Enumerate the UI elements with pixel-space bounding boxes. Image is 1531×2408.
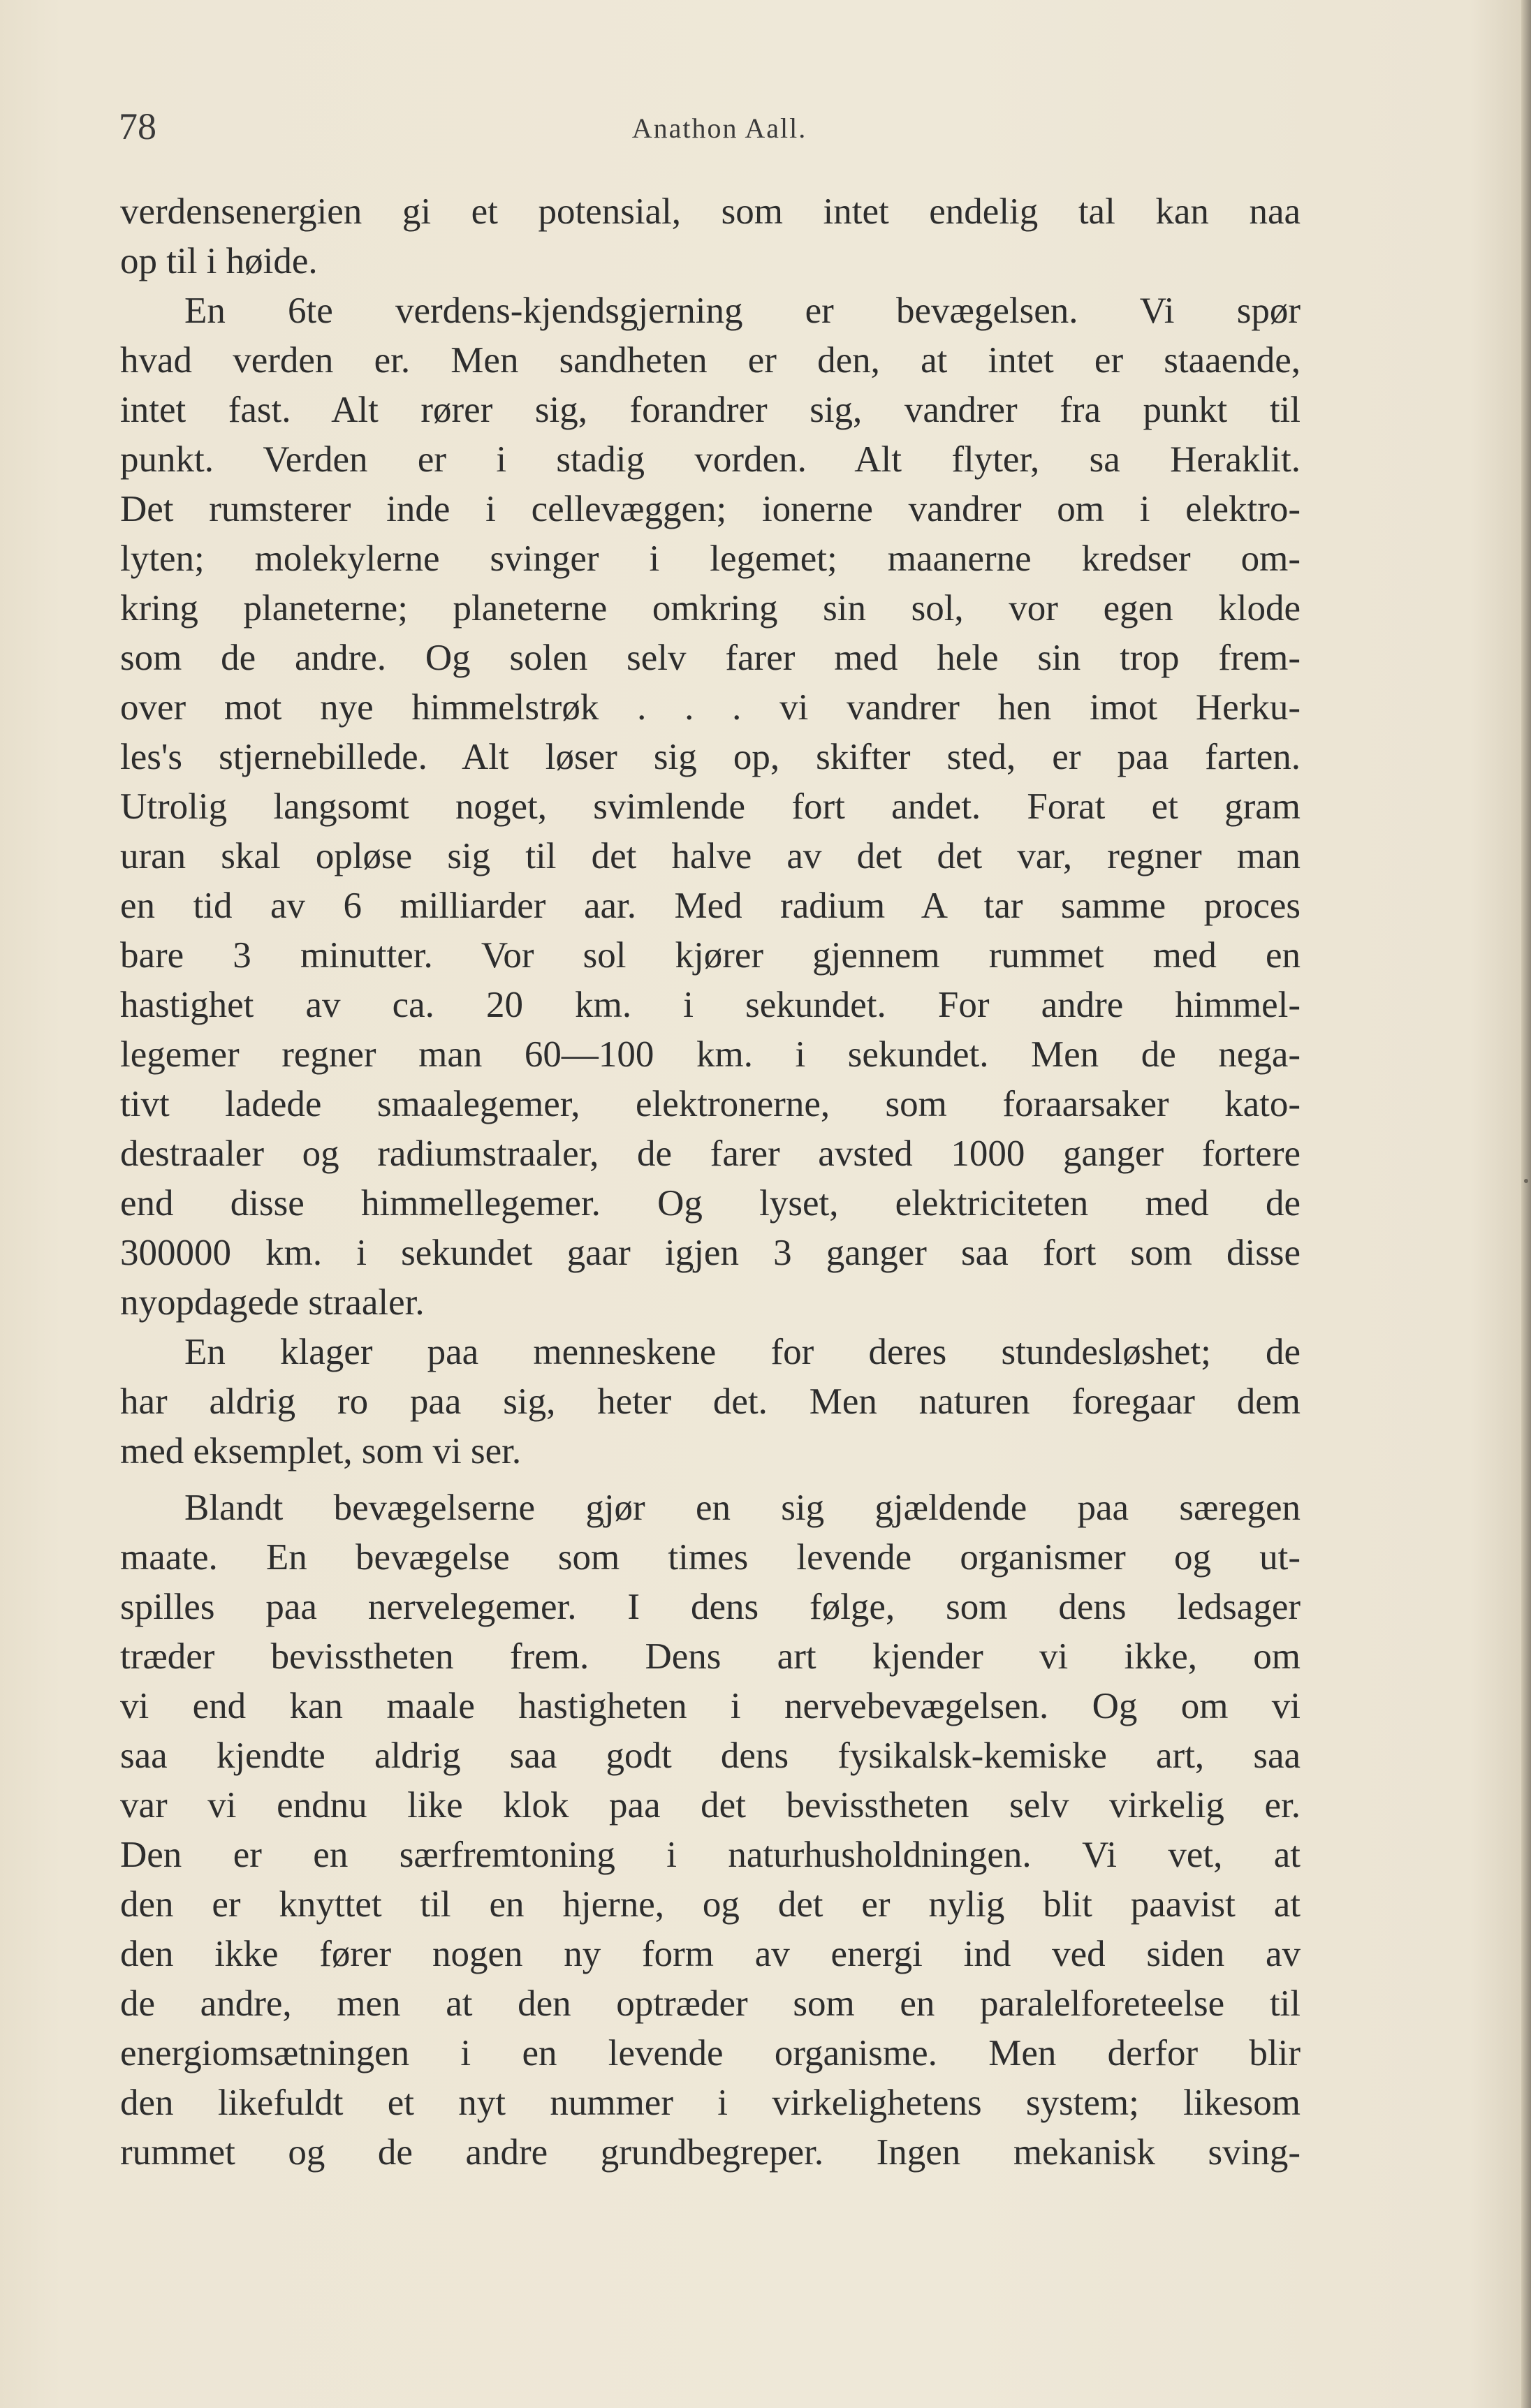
text-line: En 6te verdens-kjendsgjerning er bevægelsen. Vi spør xyxy=(184,291,1301,331)
text-line: op til i høide. xyxy=(120,241,318,281)
text-line: intet fast. Alt rører sig, forandrer sig, vandrer fra punkt til xyxy=(120,390,1301,430)
text-line: Det rumsterer inde i cellevæggen; ionerne vandrer om i elektro- xyxy=(120,489,1301,529)
paragraph-3 xyxy=(120,1328,1301,1476)
text-line: den likefuldt et nyt nummer i virkelighetens system; likesom xyxy=(120,2083,1301,2123)
text-line: Blandt bevægelserne gjør en sig gjældende paa særegen xyxy=(184,1488,1301,1528)
page-header xyxy=(119,105,1320,154)
text-line: 300000 km. i sekundet gaar igjen 3 ganger saa fort som disse xyxy=(120,1233,1301,1273)
text-line: bare 3 minutter. Vor sol kjører gjennem rummet med en xyxy=(120,935,1301,976)
text-line: med eksemplet, som vi ser. xyxy=(120,1431,522,1471)
text-line: spilles paa nervelegemer. I dens følge, som dens ledsager xyxy=(120,1587,1301,1627)
paragraph-4 xyxy=(120,1483,1301,2178)
text-line: lyten; molekylerne svinger i legemet; maanerne kredser om- xyxy=(120,538,1301,579)
text-line: hastighet av ca. 20 km. i sekundet. For andre himmel- xyxy=(120,985,1301,1025)
text-line: nyopdagede straaler. xyxy=(120,1282,425,1323)
paragraph-gap xyxy=(120,1476,1301,1483)
body-text xyxy=(120,187,1301,2178)
text-line: Den er en særfremtoning i naturhusholdningen. Vi vet, at xyxy=(120,1835,1301,1875)
text-line: Utrolig langsomt noget, svimlende fort andet. Forat et gram xyxy=(120,786,1301,827)
text-line: rummet og de andre grundbegreper. Ingen mekanisk sving- xyxy=(120,2132,1301,2173)
running-head: Anathon Aall. xyxy=(631,112,807,144)
text-line: punkt. Verden er i stadig vorden. Alt flyter, sa Heraklit. xyxy=(120,439,1301,480)
text-line: har aldrig ro paa sig, heter det. Men naturen foregaar dem xyxy=(120,1381,1301,1422)
text-line: les's stjernebillede. Alt løser sig op, skifter sted, er paa farten. xyxy=(120,737,1301,777)
paragraph-2 xyxy=(120,286,1301,1328)
text-line: den er knyttet til en hjerne, og det er nylig blit paavist at xyxy=(120,1884,1301,1925)
text-line: saa kjendte aldrig saa godt dens fysikalsk-kemiske art, saa xyxy=(120,1735,1301,1776)
text-line: verdensenergien gi et potensial, som intet endelig tal kan naa xyxy=(120,191,1301,232)
text-line: maate. En bevægelse som times levende organismer og ut- xyxy=(120,1537,1301,1578)
text-line: over mot nye himmelstrøk . . . vi vandrer hen imot Herku- xyxy=(120,687,1301,728)
paragraph-1 xyxy=(120,187,1301,286)
text-line: de andre, men at den optræder som en paralelforeteelse til xyxy=(120,1983,1301,2024)
text-line: som de andre. Og solen selv farer med hele sin trop frem- xyxy=(120,638,1301,678)
text-line: kring planeterne; planeterne omkring sin sol, vor egen klode xyxy=(120,588,1301,629)
text-line: legemer regner man 60—100 km. i sekundet. Men de nega- xyxy=(120,1034,1301,1075)
text-line: end disse himmellegemer. Og lyset, elektriciteten med de xyxy=(120,1183,1301,1224)
text-line: destraaler og radiumstraaler, de farer avsted 1000 ganger fortere xyxy=(120,1133,1301,1174)
text-line: tivt ladede smaalegemer, elektronerne, som foraarsaker kato- xyxy=(120,1084,1301,1124)
scan-speck xyxy=(1524,1179,1528,1183)
page-edge-shadow xyxy=(1521,0,1531,2408)
page-number: 78 xyxy=(119,105,156,147)
text-line: vi end kan maale hastigheten i nervebevægelsen. Og om vi xyxy=(120,1686,1301,1726)
text-line: En klager paa menneskene for deres stundesløshet; de xyxy=(184,1332,1301,1372)
text-line: energiomsætningen i en levende organisme. Men derfor blir xyxy=(120,2033,1301,2073)
text-line: en tid av 6 milliarder aar. Med radium A tar samme proces xyxy=(120,886,1301,926)
text-line: var vi endnu like klok paa det bevisstheten selv virkelig er. xyxy=(120,1785,1301,1826)
text-line: træder bevisstheten frem. Dens art kjender vi ikke, om xyxy=(120,1636,1301,1677)
text-line: hvad verden er. Men sandheten er den, at intet er staaende, xyxy=(120,340,1301,381)
text-line: uran skal opløse sig til det halve av det det var, regner man xyxy=(120,836,1301,876)
text-line: den ikke fører nogen ny form av energi ind ved siden av xyxy=(120,1934,1301,1974)
